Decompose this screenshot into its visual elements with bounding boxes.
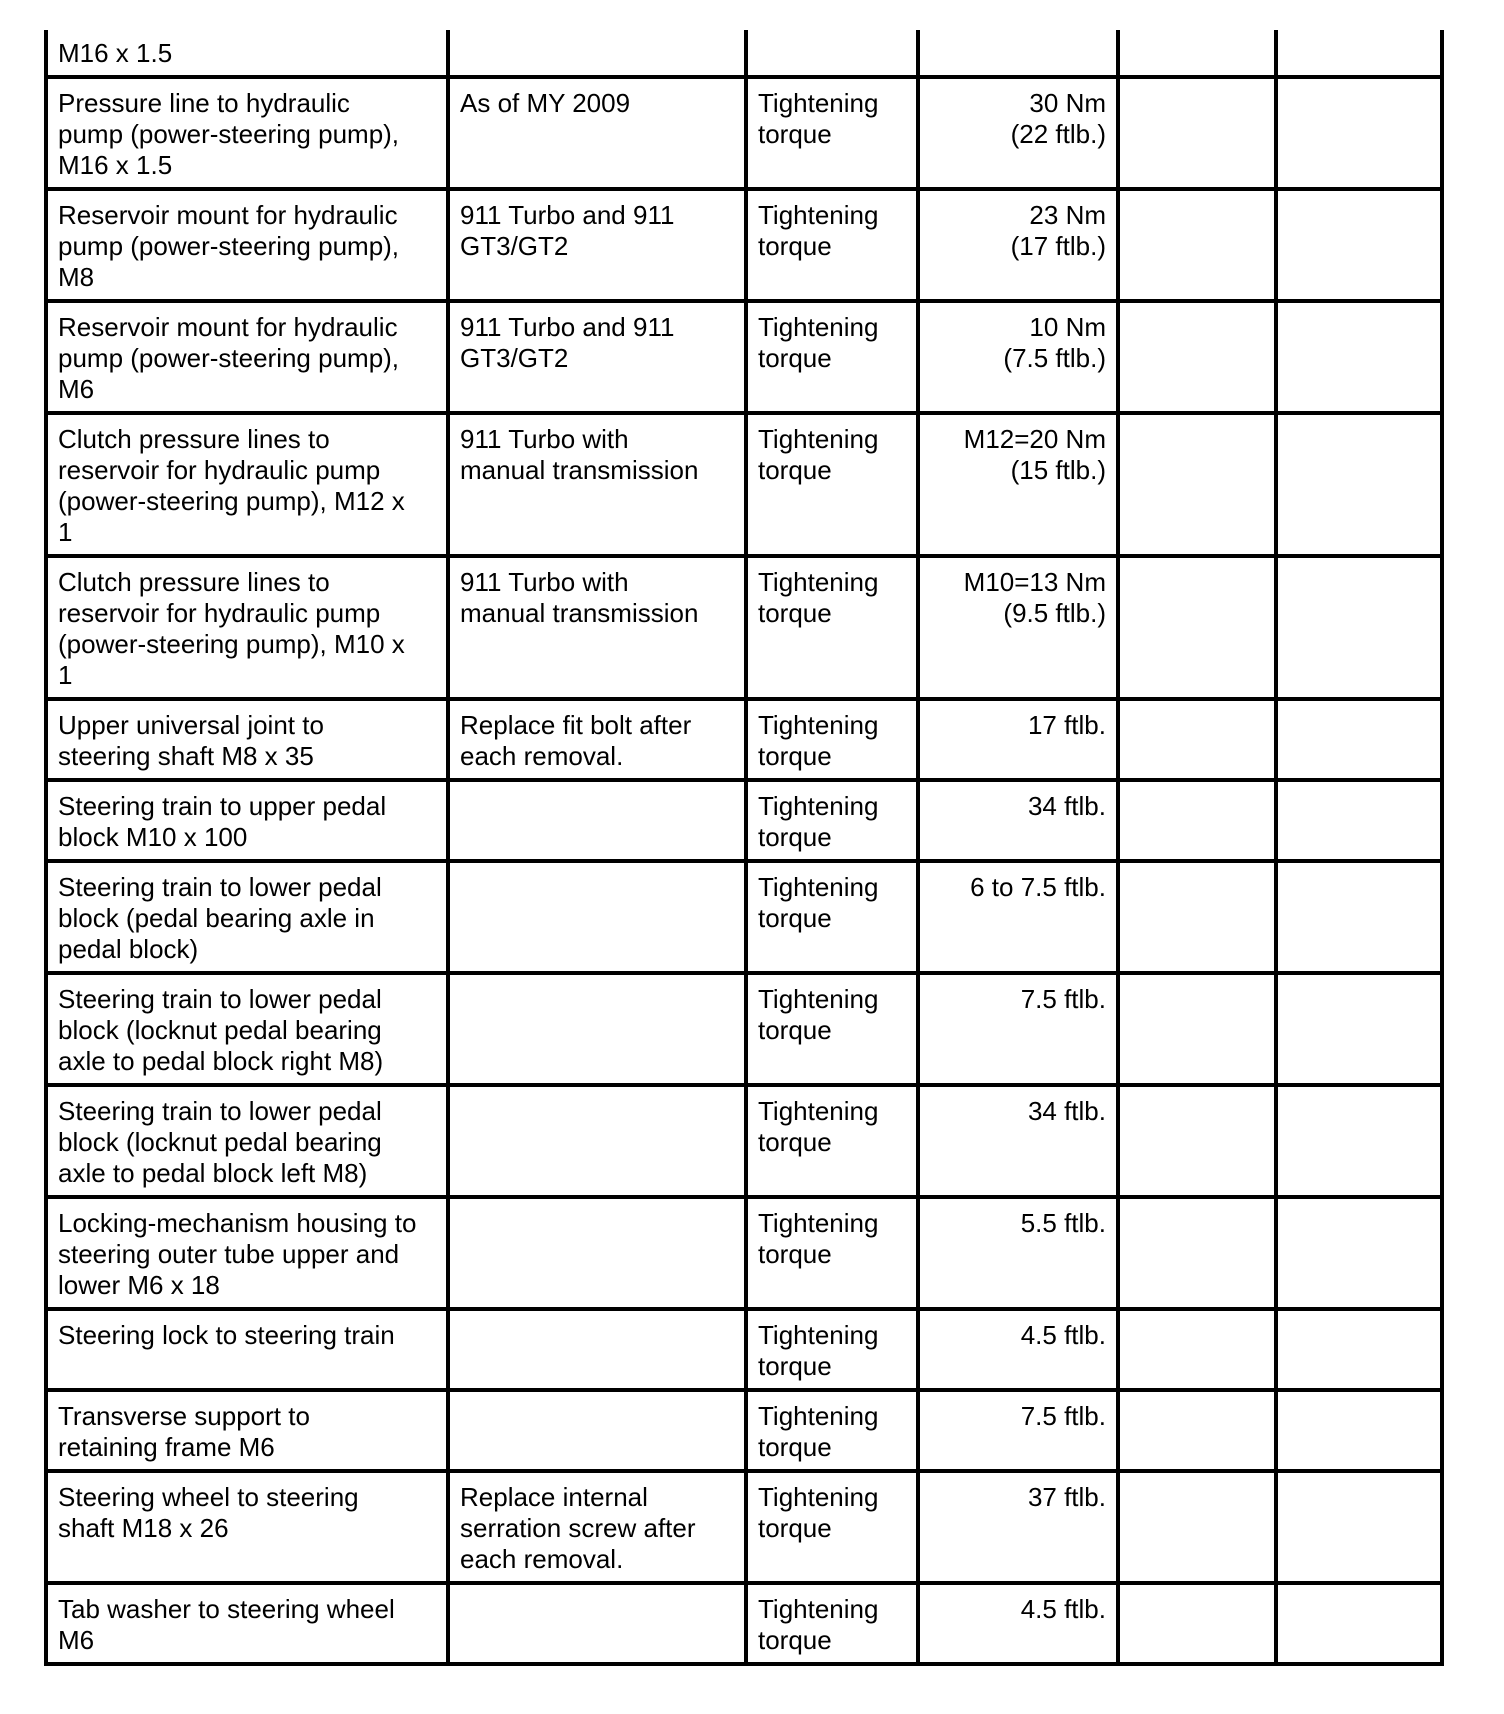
blank-cell xyxy=(1276,77,1442,189)
component-cell: Steering train to lower pedal block (locknut pedal bearing axle to pedal block right M8) xyxy=(46,973,448,1085)
table-row xyxy=(46,699,1442,780)
torque-value-cell: 6 to 7.5 ftlb. xyxy=(918,861,1118,973)
torque-type-cell: Tightening torque xyxy=(746,1085,918,1197)
table-row xyxy=(46,1471,1442,1583)
torque-value-cell: 4.5 ftlb. xyxy=(918,1309,1118,1390)
note-cell xyxy=(448,1309,746,1390)
torque-type-cell: Tightening torque xyxy=(746,861,918,973)
blank-cell xyxy=(1118,780,1276,861)
note-cell: 911 Turbo with manual transmission xyxy=(448,413,746,556)
component-cell: Pressure line to hydraulic pump (power-steering pump), M16 x 1.5 xyxy=(46,77,448,189)
blank-cell xyxy=(1118,1390,1276,1471)
table-row xyxy=(46,1583,1442,1664)
component-cell: Steering train to lower pedal block (locknut pedal bearing axle to pedal block left M8) xyxy=(46,1085,448,1197)
note-cell: 911 Turbo and 911 GT3/GT2 xyxy=(448,189,746,301)
note-cell xyxy=(448,30,746,77)
torque-value-cell xyxy=(918,30,1118,77)
note-cell xyxy=(448,973,746,1085)
note-cell: Replace fit bolt after each removal. xyxy=(448,699,746,780)
note-cell: 911 Turbo and 911 GT3/GT2 xyxy=(448,301,746,413)
table-row xyxy=(46,1085,1442,1197)
table-row xyxy=(46,301,1442,413)
torque-type-cell: Tightening torque xyxy=(746,699,918,780)
torque-value-cell: 4.5 ftlb. xyxy=(918,1583,1118,1664)
component-cell: Reservoir mount for hydraulic pump (power-steering pump), M6 xyxy=(46,301,448,413)
blank-cell xyxy=(1276,1471,1442,1583)
torque-type-cell: Tightening torque xyxy=(746,556,918,699)
blank-cell xyxy=(1118,1309,1276,1390)
torque-type-cell: Tightening torque xyxy=(746,1471,918,1583)
component-cell: Clutch pressure lines to reservoir for hydraulic pump (power-steering pump), M12 x 1 xyxy=(46,413,448,556)
blank-cell xyxy=(1276,1197,1442,1309)
note-cell: As of MY 2009 xyxy=(448,77,746,189)
table-row xyxy=(46,780,1442,861)
blank-cell xyxy=(1276,780,1442,861)
torque-value-cell: M12=20 Nm (15 ftlb.) xyxy=(918,413,1118,556)
note-cell: Replace internal serration screw after each removal. xyxy=(448,1471,746,1583)
blank-cell xyxy=(1276,1390,1442,1471)
blank-cell xyxy=(1276,861,1442,973)
component-cell: Reservoir mount for hydraulic pump (power-steering pump), M8 xyxy=(46,189,448,301)
torque-value-cell: 5.5 ftlb. xyxy=(918,1197,1118,1309)
blank-cell xyxy=(1118,189,1276,301)
blank-cell xyxy=(1118,77,1276,189)
table-row xyxy=(46,413,1442,556)
blank-cell xyxy=(1118,1197,1276,1309)
blank-cell xyxy=(1118,699,1276,780)
blank-cell xyxy=(1276,1085,1442,1197)
torque-type-cell: Tightening torque xyxy=(746,1583,918,1664)
blank-cell xyxy=(1118,1085,1276,1197)
torque-specification-table xyxy=(44,30,1444,1666)
component-cell: M16 x 1.5 xyxy=(46,30,448,77)
torque-value-cell: 30 Nm (22 ftlb.) xyxy=(918,77,1118,189)
blank-cell xyxy=(1276,973,1442,1085)
blank-cell xyxy=(1276,301,1442,413)
blank-cell xyxy=(1276,1309,1442,1390)
component-cell: Upper universal joint to steering shaft M8 x 35 xyxy=(46,699,448,780)
table-row xyxy=(46,189,1442,301)
blank-cell xyxy=(1276,413,1442,556)
torque-value-cell: 34 ftlb. xyxy=(918,1085,1118,1197)
torque-type-cell: Tightening torque xyxy=(746,301,918,413)
component-cell: Transverse support to retaining frame M6 xyxy=(46,1390,448,1471)
blank-cell xyxy=(1118,413,1276,556)
blank-cell xyxy=(1118,30,1276,77)
blank-cell xyxy=(1118,1471,1276,1583)
note-cell xyxy=(448,780,746,861)
blank-cell xyxy=(1276,30,1442,77)
torque-type-cell: Tightening torque xyxy=(746,189,918,301)
blank-cell xyxy=(1118,301,1276,413)
torque-value-cell: M10=13 Nm (9.5 ftlb.) xyxy=(918,556,1118,699)
torque-type-cell: Tightening torque xyxy=(746,1390,918,1471)
component-cell: Clutch pressure lines to reservoir for hydraulic pump (power-steering pump), M10 x 1 xyxy=(46,556,448,699)
note-cell xyxy=(448,1390,746,1471)
torque-value-cell: 10 Nm (7.5 ftlb.) xyxy=(918,301,1118,413)
blank-cell xyxy=(1118,973,1276,1085)
table-row xyxy=(46,556,1442,699)
note-cell xyxy=(448,1085,746,1197)
torque-type-cell: Tightening torque xyxy=(746,973,918,1085)
component-cell: Locking-mechanism housing to steering outer tube upper and lower M6 x 18 xyxy=(46,1197,448,1309)
table-row xyxy=(46,861,1442,973)
note-cell xyxy=(448,1197,746,1309)
blank-cell xyxy=(1118,1583,1276,1664)
blank-cell xyxy=(1276,556,1442,699)
torque-value-cell: 7.5 ftlb. xyxy=(918,1390,1118,1471)
note-cell xyxy=(448,1583,746,1664)
torque-value-cell: 23 Nm (17 ftlb.) xyxy=(918,189,1118,301)
component-cell: Steering lock to steering train xyxy=(46,1309,448,1390)
component-cell: Steering train to lower pedal block (pedal bearing axle in pedal block) xyxy=(46,861,448,973)
table-row xyxy=(46,1197,1442,1309)
torque-type-cell xyxy=(746,30,918,77)
table-row xyxy=(46,1309,1442,1390)
note-cell xyxy=(448,861,746,973)
note-cell: 911 Turbo with manual transmission xyxy=(448,556,746,699)
torque-type-cell: Tightening torque xyxy=(746,413,918,556)
blank-cell xyxy=(1276,699,1442,780)
table-row xyxy=(46,973,1442,1085)
component-cell: Tab washer to steering wheel M6 xyxy=(46,1583,448,1664)
component-cell: Steering train to upper pedal block M10 x 100 xyxy=(46,780,448,861)
component-cell: Steering wheel to steering shaft M18 x 26 xyxy=(46,1471,448,1583)
torque-value-cell: 7.5 ftlb. xyxy=(918,973,1118,1085)
blank-cell xyxy=(1118,861,1276,973)
blank-cell xyxy=(1276,189,1442,301)
blank-cell xyxy=(1118,556,1276,699)
torque-value-cell: 34 ftlb. xyxy=(918,780,1118,861)
torque-value-cell: 37 ftlb. xyxy=(918,1471,1118,1583)
table-row xyxy=(46,77,1442,189)
torque-type-cell: Tightening torque xyxy=(746,1309,918,1390)
table-row xyxy=(46,1390,1442,1471)
torque-value-cell: 17 ftlb. xyxy=(918,699,1118,780)
table-row xyxy=(46,30,1442,77)
blank-cell xyxy=(1276,1583,1442,1664)
table-body xyxy=(46,30,1442,1664)
torque-type-cell: Tightening torque xyxy=(746,77,918,189)
torque-type-cell: Tightening torque xyxy=(746,780,918,861)
torque-type-cell: Tightening torque xyxy=(746,1197,918,1309)
